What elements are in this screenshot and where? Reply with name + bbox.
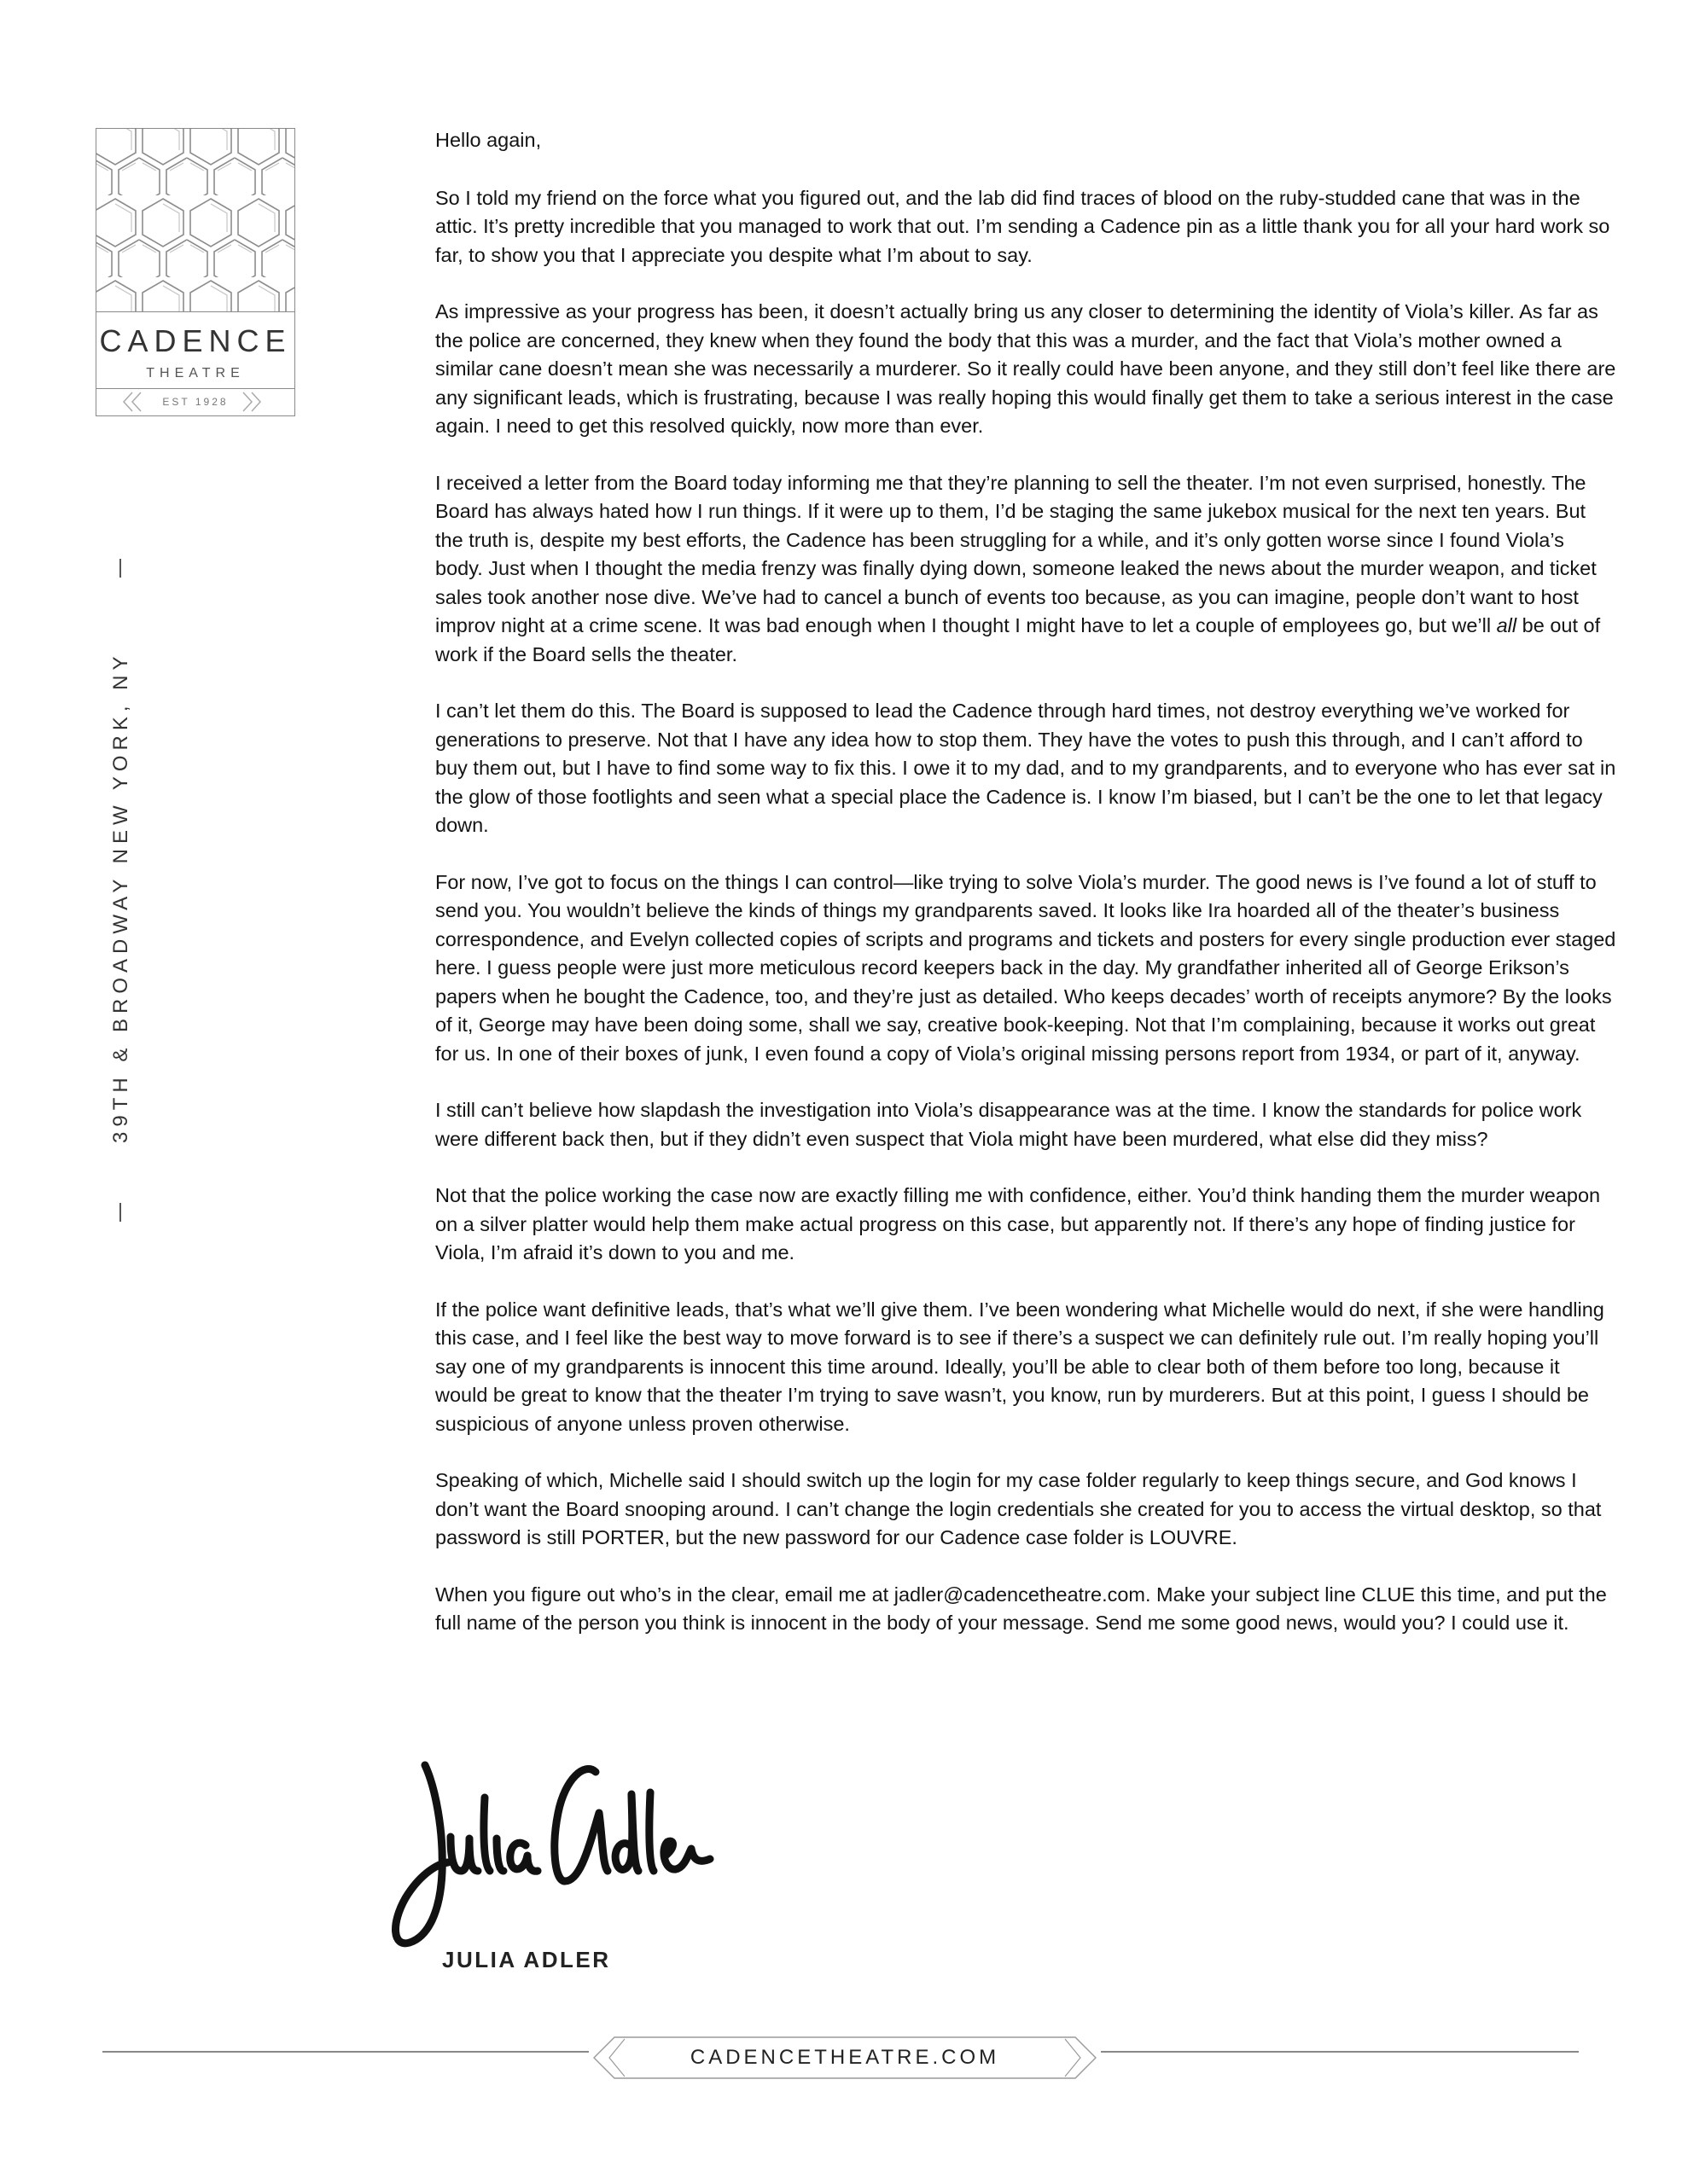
letter-paragraph: I can’t let them do this. The Board is supposed to lead the Cadence through hard times, not destroy everything we’ve worked for generations to preserve. Not that I have any idea how to stop them. They have the votes to push this through, and I can’t afford to buy them out, but I have to find some way to fix this. I owe it to my dad, and to my grandparents, and to everyone who has ever sat in the glow of those footlights and seen what a special place the Cadence is. I know I’m biased, but I can’t be the one to let that legacy down. (435, 700, 1616, 836)
logo-name: CADENCE (99, 323, 292, 358)
letter-paragraph: Speaking of which, Michelle said I should switch up the login for my case folder regularly to keep things secure, and God knows I don’t want the Board snooping around. I can’t change the login credentials she created for you to access the virtual desktop, so that password is still PORTER, but the new password for our Cadence case folder is LOUVRE. (435, 1469, 1602, 1548)
hexagon-pattern-icon (96, 129, 294, 312)
letter-paragraph: As impressive as your progress has been, it doesn’t actually bring us any closer to determining the identity of Viola’s killer. As far as the police are concerned, they knew when they found the body that this was a murder, and the fact that Viola’s mother owned a similar cane doesn’t mean she was necessarily a murderer. So it really could have been anyone, and they still don’t feel like there are any significant leads, which is frustrating, because I was really hoping this would finally get them to take a serious interest in the case again. I need to get this resolved quickly, now more than ever. (435, 300, 1616, 437)
address-divider-top (119, 559, 121, 578)
paragraph-text: I received a letter from the Board today informing me that they’re planning to sell the theater. I’m not even surprised, honestly. The Board has always hated how I run things. If it were up to them, I’d be staging the same jukebox musical for the next ten years. But the truth is, despite my best efforts, the Cadence has been struggling for a while, and it’s only gotten worse since I found Viola’s body. Just when I thought the media frenzy was finally dying down, someone leaked the news about the murder weapon, and ticket sales took another nose dive. We’ve had to cancel a bunch of events too because, as you can imagine, people don’t want to host improv night at a crime scene. It was bad enough when I thought I might have to let a couple of employees go, but we’ll (435, 471, 1597, 636)
footer-website-url: CADENCETHEATRE.COM (690, 2046, 1000, 2069)
side-address: 39TH & BROADWAY NEW YORK, NY (109, 651, 132, 1143)
letter-paragraph: If the police want definitive leads, that’s what we’ll give them. I’ve been wondering what Michelle would do next, if she were handling this case, and I feel like the best way to move forward is to see if there’s a suspect we can definitely rule out. I’m really hoping you’ll say one of my grandparents is innocent this time around. Ideally, you’ll be able to clear both of them before too long, because it would be great to know that the theater I’m trying to save wasn’t, you know, run by murderers. But at this point, I guess I should be suspicious of anyone unless proven otherwise. (435, 1298, 1604, 1435)
emphasized-text: all (1496, 614, 1517, 636)
letter-paragraph: Not that the police working the case now are exactly filling me with confidence, either. You’d think handing them the murder weapon on a silver platter would help them make actual progress on this case, but apparently not. If there’s any hope of finding justice for Viola, I’m afraid it’s down to you and me. (435, 1184, 1601, 1263)
letter-paragraph: I still can’t believe how slapdash the investigation into Viola’s disappearance was at the time. I know the standards for police work were different back then, but if they didn’t even suspect that Viola might have been murdered, what else did they miss? (435, 1099, 1582, 1150)
letter-paragraph: When you figure out who’s in the clear, email me at jadler@cadencetheatre.com. Make your subject line CLUE this time, and put the full name of the person you think is innocent in the body of your message. Send me some good news, would you? I could use it. (435, 1583, 1607, 1634)
address-divider-bottom (119, 1203, 121, 1222)
footer-rule-right (1101, 2051, 1579, 2053)
letter-paragraph (435, 469, 1617, 670)
signer-name: JULIA ADLER (442, 1947, 611, 1972)
handwritten-signature (375, 1753, 717, 1958)
logo-subtitle: THEATRE (146, 366, 245, 380)
letter-paragraph: For now, I’ve got to focus on the things I can control—like trying to solve Viola’s murder. The good news is I’ve found a lot of stuff to send you. You wouldn’t believe the kinds of things my grandparents saved. It looks like Ira hoarded all of the theater’s business correspondence, and Evelyn collected copies of scripts and programs and tickets and posters for every single production ever staged here. I guess people were just more meticulous record keepers back in the day. My grandfather inherited all of George Erikson’s papers when he bought the Cadence, too, and they’re just as detailed. Who keeps decades’ worth of receipts anymore? By the looks of it, George may have been doing some, shall we say, creative book-keeping. Not that I’m complaining, because it works out great for us. In one of their boxes of junk, I even found a copy of Viola’s original missing persons report from 1934, or part of it, anyway. (435, 870, 1616, 1065)
cadence-theatre-logo (96, 128, 295, 416)
logo-established-band (96, 388, 294, 416)
established-year: EST 1928 (162, 396, 229, 408)
chevron-right-icon (240, 391, 262, 413)
letter-paragraph: So I told my friend on the force what you figured out, and the lab did find traces of blood on the ruby-studded cane that was in the attic. It’s pretty incredible that you managed to work that out. I’m sending a Cadence pin as a little thank you for all your hard work so far, to show you that I appreciate you despite what I’m about to say. (435, 186, 1610, 266)
letter-body (435, 126, 1617, 1666)
paragraph-text: be out of work if the Board sells the theater. (435, 614, 1601, 665)
footer-rule-left (102, 2051, 589, 2053)
letter-greeting: Hello again, (435, 129, 542, 151)
